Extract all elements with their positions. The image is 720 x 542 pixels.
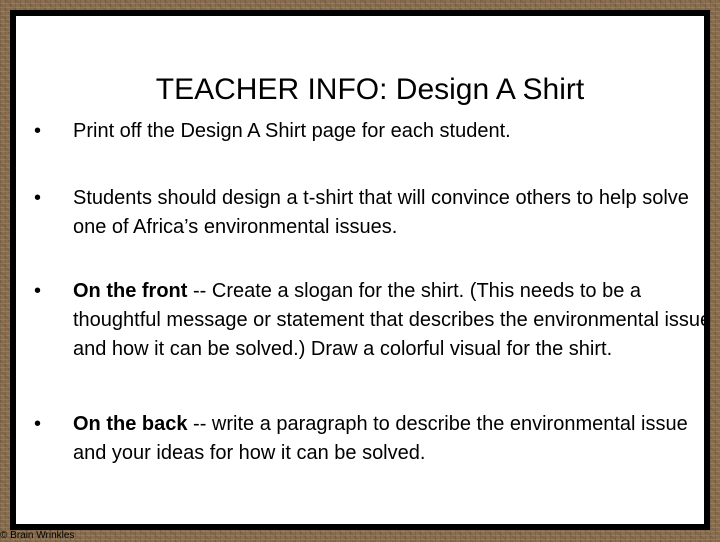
bullet-text: On the back -- write a paragraph to describe the environmental issue and your ideas for how it can be solved.: [73, 413, 688, 464]
bullet-text: Students should design a t-shirt that will convince others to help solve one of Africa’s environmental issues.: [73, 187, 689, 238]
bullet-text: Print off the Design A Shirt page for each student.: [73, 120, 511, 142]
bullet-marker: •: [34, 120, 42, 142]
bullet-text: On the front -- Create a slogan for the shirt. (This needs to be a thoughtful message or statement that describes the environmental issue and how it can be solved.) Draw a colorful visual for the shirt.: [73, 280, 712, 360]
bullet-emphasis: On the back: [73, 413, 188, 435]
slide-title: TEACHER INFO: Design A Shirt: [155, 73, 585, 106]
bullet-emphasis: On the front: [73, 280, 188, 302]
bullet-marker: •: [34, 187, 42, 209]
bullet-marker: •: [34, 413, 42, 435]
bullet-marker: •: [34, 280, 42, 302]
copyright-notice: © Brain Wrinkles: [0, 530, 75, 541]
